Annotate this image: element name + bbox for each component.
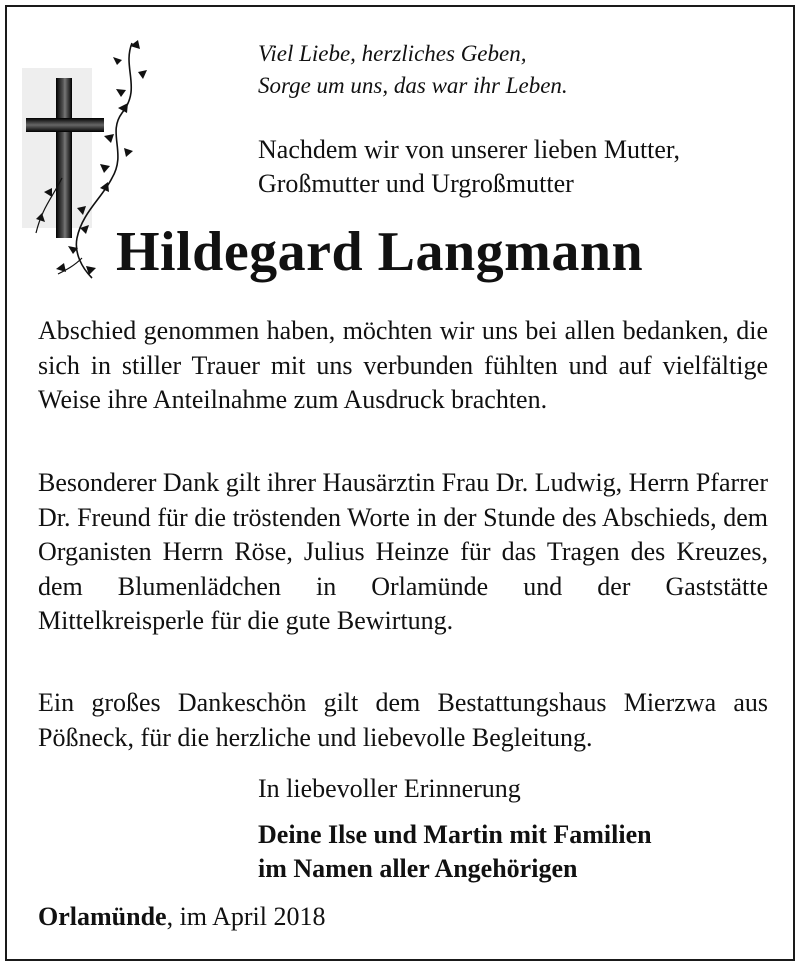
signers-line-2: im Namen aller Angehörigen — [258, 854, 578, 883]
place-date — [38, 900, 325, 934]
paragraph-funeral-home: Ein großes Dankeschön gilt dem Bestattungshaus Mierzwa aus Pößneck, für die herzliche und liebevolle Begleitung. — [38, 688, 768, 752]
verse-line-1: Viel Liebe, herzliches Geben, — [258, 41, 527, 66]
intro-line-1: Nachdem wir von unserer lieben Mutter, — [258, 135, 681, 164]
closing-phrase: In liebevoller Erinnerung — [258, 774, 521, 803]
paragraph-farewell: Abschied genommen haben, möchten wir uns bei allen bedanken, die sich in stiller Trauer mit uns verbunden fühlten und auf vielfältige Weise ihre Anteilnahme zum Ausdruck brachten. — [38, 316, 768, 414]
verse-line-2: Sorge um uns, das war ihr Leben. — [258, 73, 568, 98]
deceased-name: Hildegard Langmann — [116, 221, 644, 283]
place-town: Orlamünde — [38, 902, 167, 931]
signers — [258, 818, 652, 886]
paragraph-special-thanks: Besonderer Dank gilt ihrer Hausärztin Frau Dr. Ludwig, Herrn Pfarrer Dr. Freund für die tröstenden Worte in der Stunde des Abschieds, dem Organisten Herrn Röse, Julius Heinze für das Tragen des Kreuzes, dem Blumenlädchen in Orlamünde und der Gaststätte Mittelkreisperle für die gute Bewirtung. — [38, 468, 768, 635]
intro-text — [258, 133, 680, 201]
intro-line-2: Großmutter und Urgroßmutter — [258, 169, 574, 198]
place-date-text: , im April 2018 — [166, 902, 326, 931]
signers-line-1: Deine Ilse und Martin mit Familien — [258, 820, 652, 849]
verse — [258, 38, 568, 102]
